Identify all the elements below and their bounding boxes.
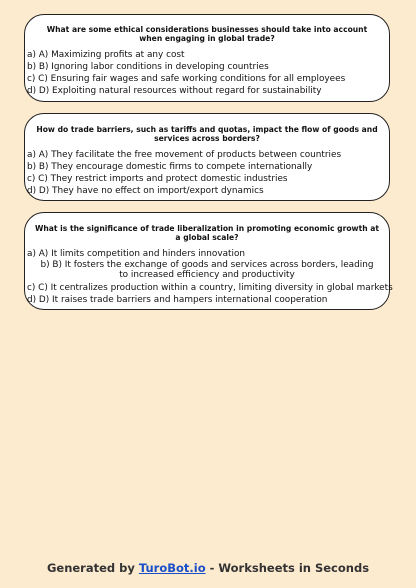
options-list — [25, 49, 389, 97]
option-b: b) B) Ignoring labor conditions in developing countries — [27, 62, 269, 72]
option-d: d) D) Exploiting natural resources without regard for sustainability — [27, 86, 322, 96]
options-list — [25, 149, 389, 197]
question-card-3 — [24, 212, 393, 310]
question-card-1 — [24, 14, 390, 102]
option-a: a) A) It limits competition and hinders innovation — [27, 249, 246, 259]
option-a: a) A) They facilitate the free movement of products between countries — [27, 150, 342, 160]
option-a: a) A) Maximizing profits at any cost — [27, 50, 185, 60]
option-b: b) B) It fosters the exchange of goods and services across borders, leading to increased efficiency and productivity — [40, 260, 374, 280]
option-d: d) D) It raises trade barriers and hampers international cooperation — [27, 295, 328, 305]
option-c: c) C) They restrict imports and protect domestic industries — [27, 174, 288, 184]
question-text: How do trade barriers, such as tariffs and quotas, impact the flow of goods and services across borders? — [36, 125, 378, 143]
option-b: b) B) They encourage domestic firms to compete internationally — [27, 162, 313, 172]
footer — [0, 561, 416, 575]
question-text: What are some ethical considerations businesses should take into account when engaging in global trade? — [46, 25, 368, 43]
option-d: d) D) They have no effect on import/export dynamics — [27, 186, 264, 196]
footer-prefix: Generated by — [46, 561, 139, 575]
question-text: What is the significance of trade liberalization in promoting economic growth at a global scale? — [35, 224, 380, 242]
options-list — [25, 248, 393, 306]
question-card-2 — [24, 113, 390, 201]
footer-suffix: - Worksheets in Seconds — [205, 561, 370, 575]
option-c: c) C) Ensuring fair wages and safe working conditions for all employees — [27, 74, 346, 84]
brand-link[interactable]: TuroBot.io — [138, 561, 206, 575]
option-c: c) C) It centralizes production within a country, limiting diversity in global markets — [27, 283, 393, 293]
